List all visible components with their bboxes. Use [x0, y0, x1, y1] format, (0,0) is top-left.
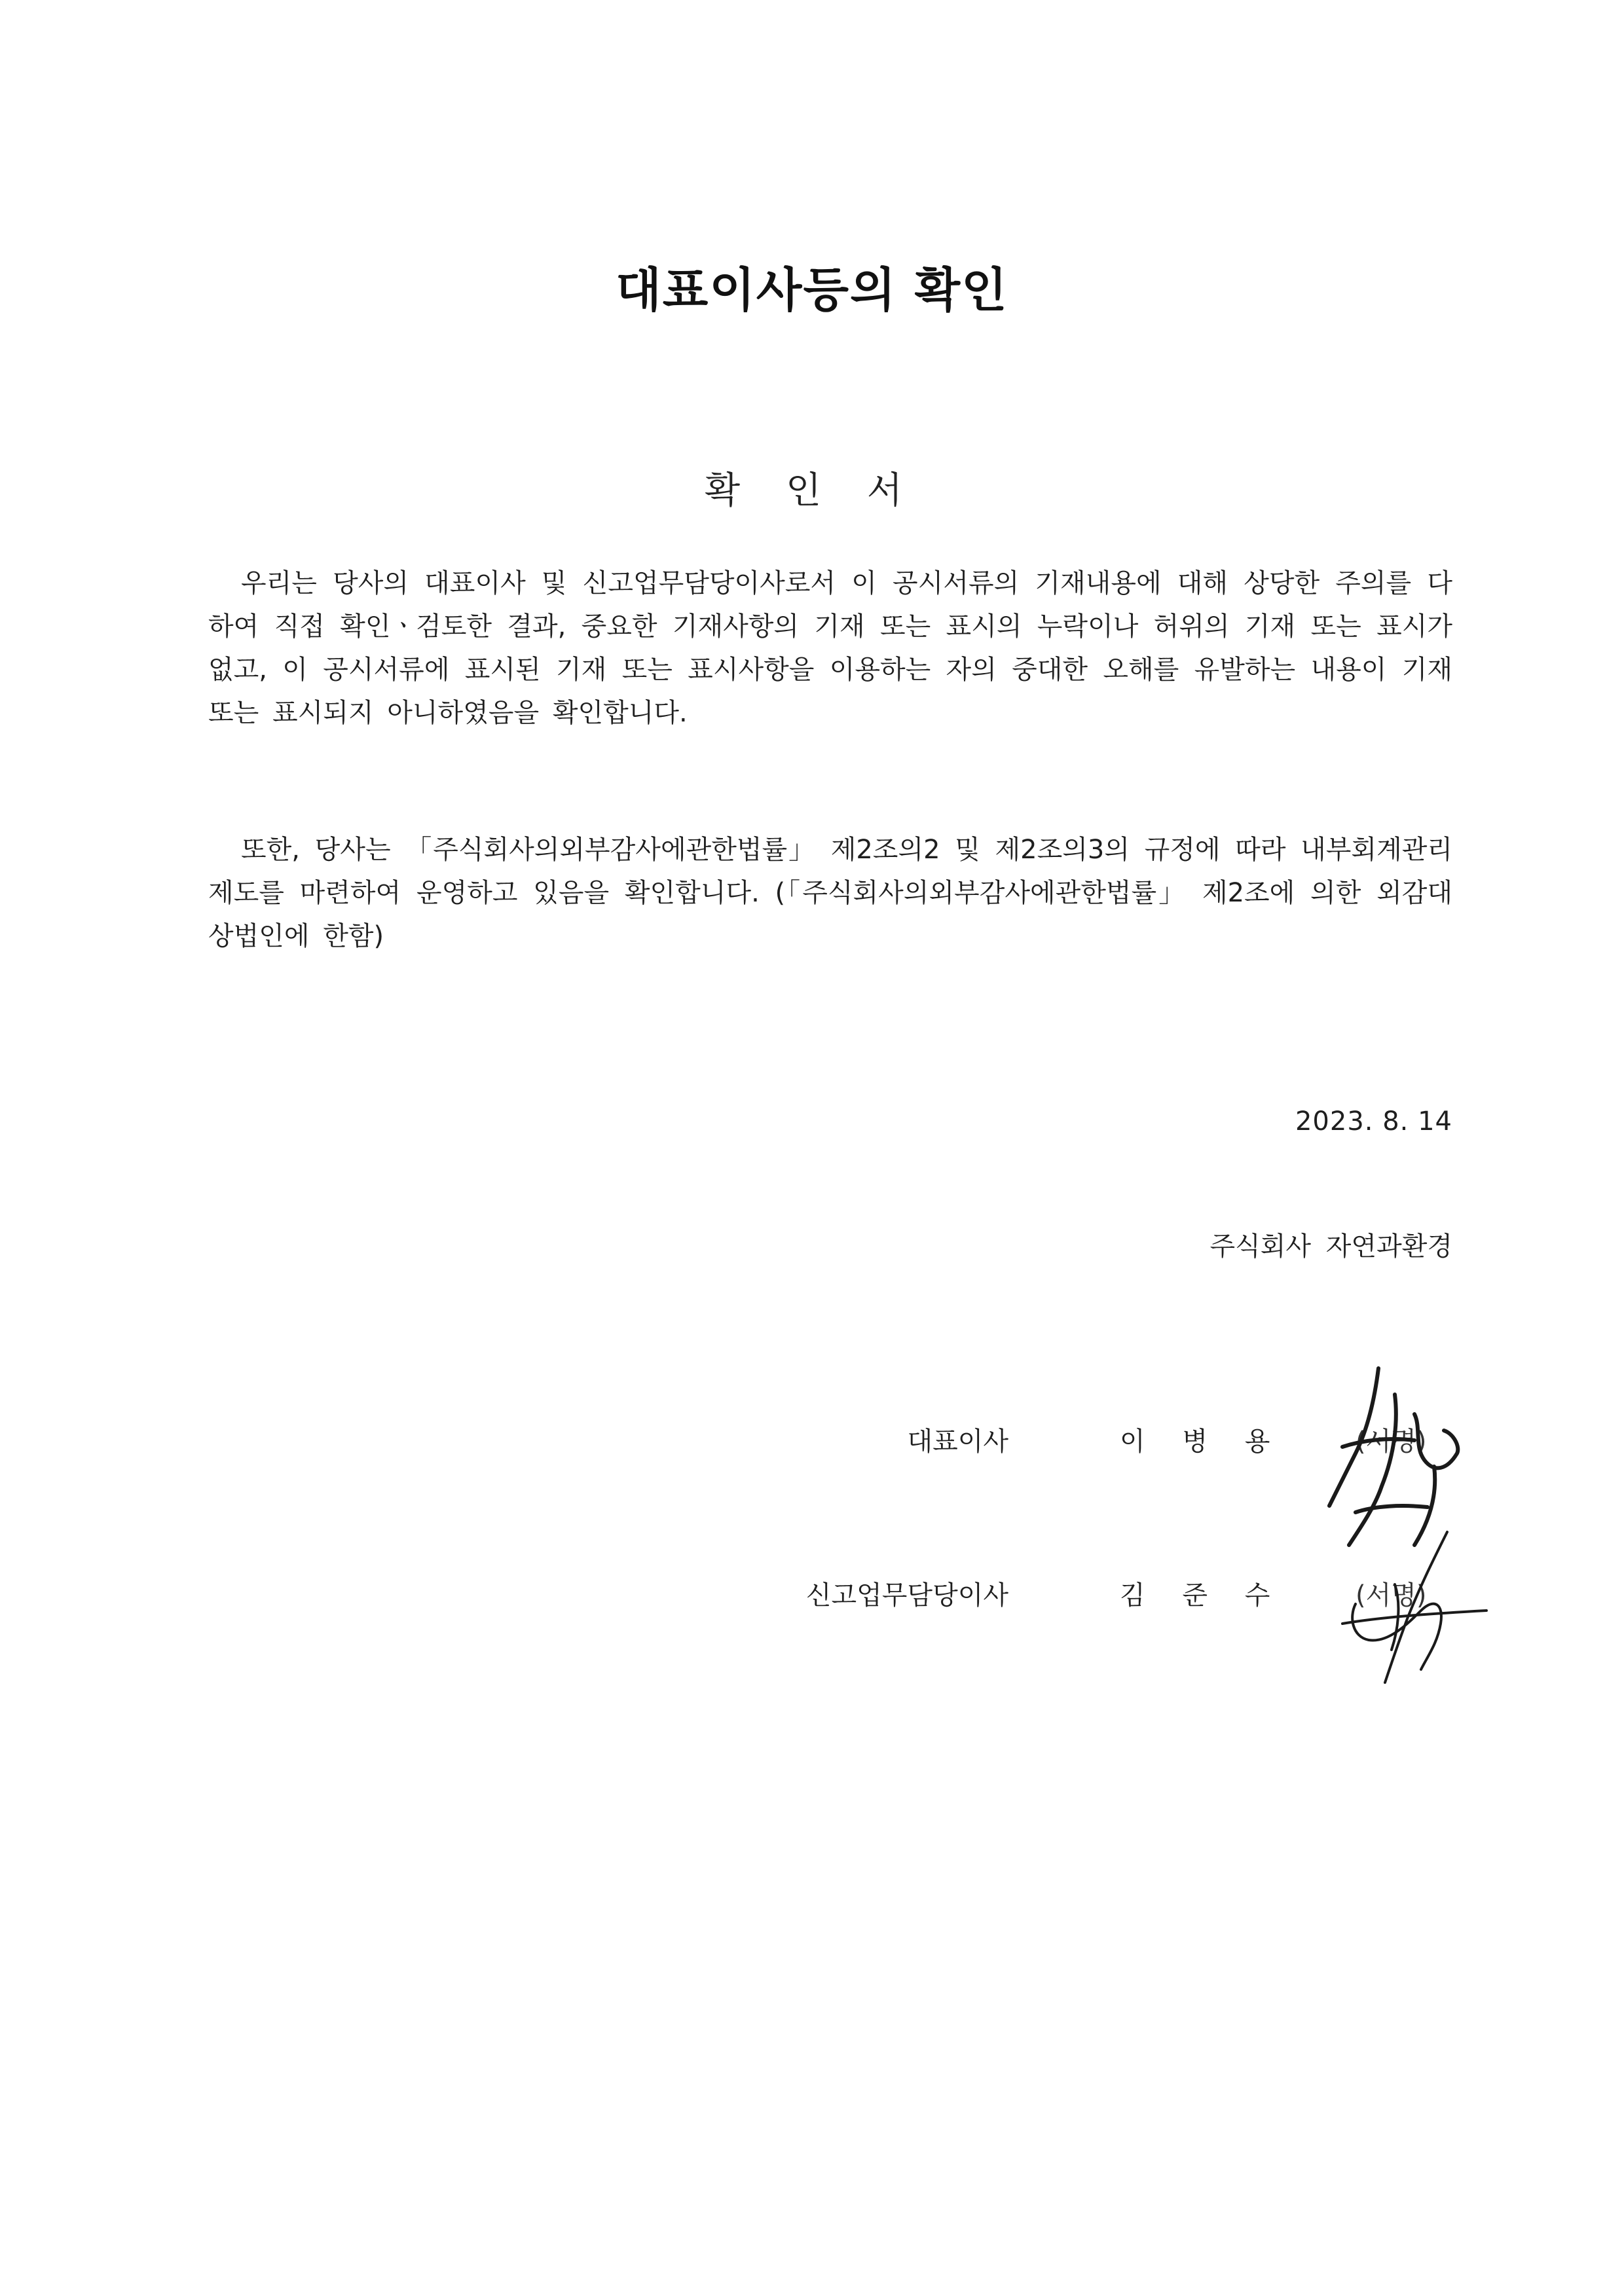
confirmation-paragraph: 우리는 당사의 대표이사 및 신고업무담당이사로서 이 공시서류의 기재내용에 대해 상당한 주의를 다하여 직접 확인ㆍ검토한 결과, 중요한 기재사항의 기재 또는 표시의 누락이나 허위의 기재 또는 표시가 없고, 이 공시서류에 표시된 기재 또는 표시사항을 이용하는 자의 중대한 오해를 유발하는 내용이 기재 또는 표시되지 아니하였음을 확인합니다. — [208, 568, 1452, 728]
page-title: 대표이사등의 확인 — [616, 263, 1008, 318]
signatory-role: 대표이사 — [907, 1427, 1008, 1457]
signatory-role: 신고업무담당이사 — [805, 1580, 1008, 1611]
handwritten-signature-2 — [1329, 1525, 1500, 1689]
company-name: 주식회사 자연과환경 — [1209, 1231, 1452, 1262]
document-subtitle: 확 인 서 — [705, 469, 919, 512]
signatory-name: 이 병 용 — [1120, 1427, 1285, 1457]
internal-control-paragraph: 또한, 당사는 「주식회사의외부감사에관한법률」 제2조의2 및 제2조의3의 규정에 따라 내부회계관리제도를 마련하여 운영하고 있음을 확인합니다. (「주식회사의외부감사에관한법률」 제2조에 의한 외감대상법인에 한함) — [208, 835, 1452, 951]
signatory-name: 김 준 수 — [1120, 1580, 1285, 1611]
document-date: 2023. 8. 14 — [1295, 1106, 1452, 1137]
signature-label: (서명) — [1356, 1580, 1427, 1611]
signature-label: (서명) — [1356, 1427, 1427, 1457]
